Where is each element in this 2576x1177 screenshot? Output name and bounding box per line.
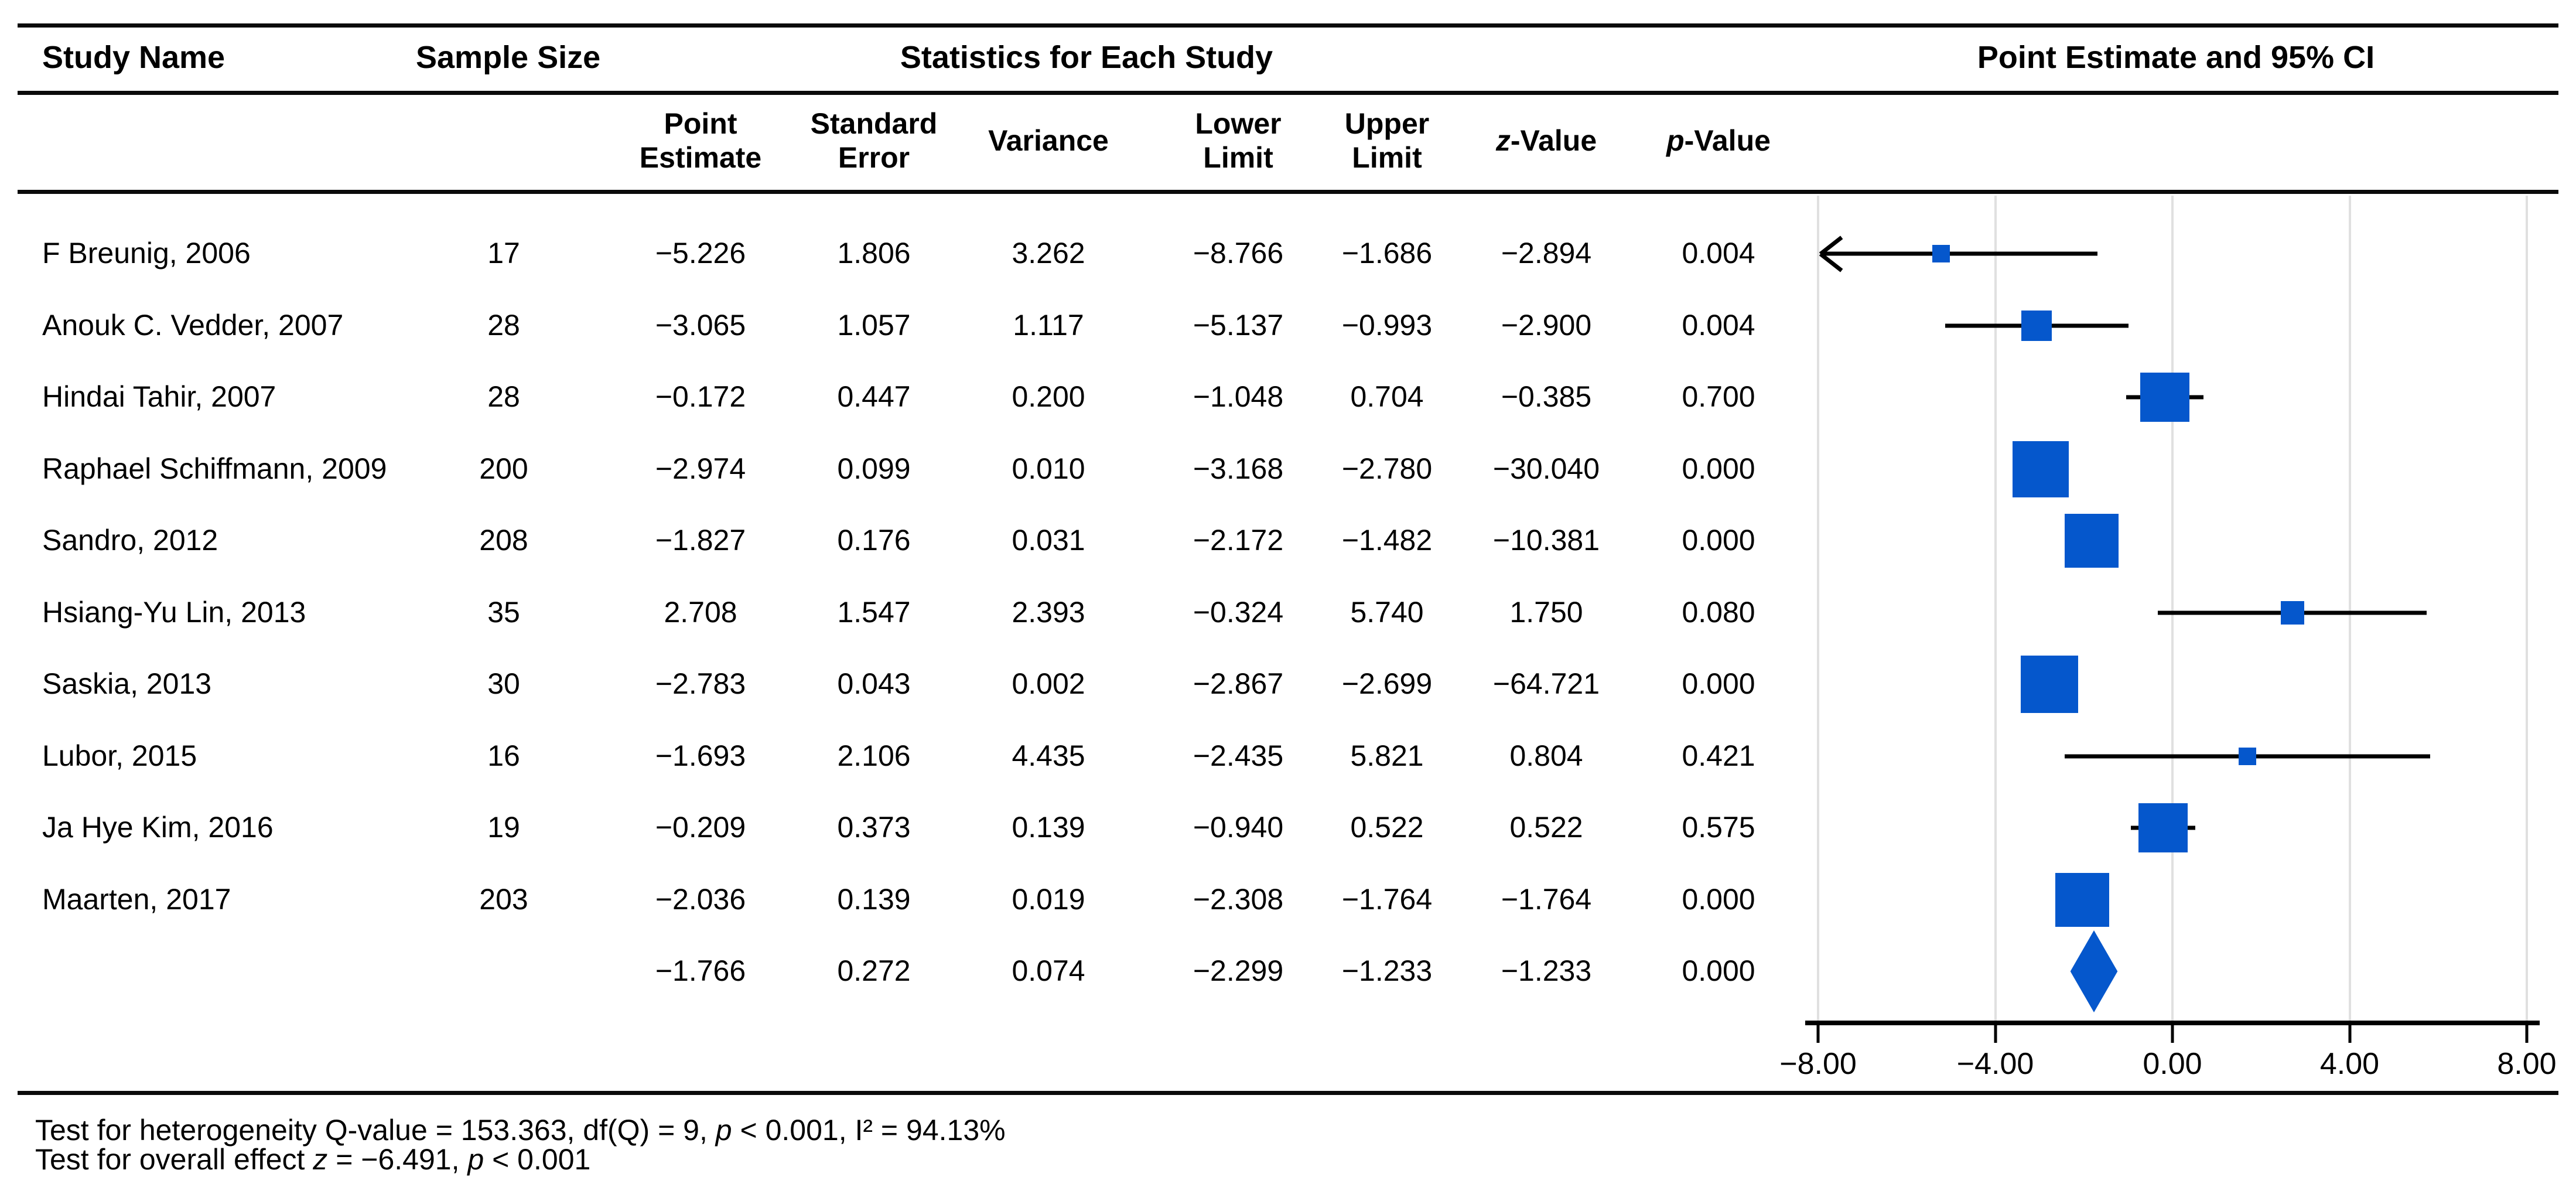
cell-z-value: 0.522	[1509, 811, 1583, 844]
cell-study-name: Anouk C. Vedder, 2007	[42, 308, 344, 342]
cell-standard-error: 0.176	[837, 524, 911, 557]
cell-z-value: −2.900	[1501, 308, 1592, 342]
cell-sample-size: 17	[487, 237, 520, 270]
cell-lower-limit: −2.435	[1193, 739, 1284, 772]
column-header-variance: Variance	[988, 124, 1109, 157]
cell-sample-size: 208	[479, 524, 528, 557]
cell-sample-size: 30	[487, 667, 520, 701]
cell-standard-error: 1.806	[837, 237, 911, 270]
cell-standard-error: 0.272	[837, 954, 911, 988]
point-estimate-marker	[2140, 373, 2189, 422]
cell-variance: 0.010	[1012, 452, 1085, 485]
cell-sample-size: 19	[487, 811, 520, 844]
column-header-upper-limit: Upper Limit	[1344, 107, 1430, 174]
cell-lower-limit: −2.867	[1193, 667, 1284, 701]
x-axis-tick-label: −4.00	[1956, 1047, 2034, 1081]
point-estimate-marker	[2138, 803, 2188, 852]
cell-lower-limit: −5.137	[1193, 308, 1284, 342]
cell-upper-limit: −2.780	[1341, 452, 1433, 485]
cell-standard-error: 0.043	[837, 667, 911, 701]
cell-p-value: 0.000	[1682, 667, 1755, 701]
cell-point-estimate: 2.708	[664, 595, 737, 629]
cell-p-value: 0.000	[1682, 524, 1755, 557]
cell-lower-limit: −3.168	[1193, 452, 1284, 485]
point-estimate-marker	[1932, 245, 1950, 262]
column-header-z-value: z-Value	[1495, 124, 1597, 157]
gridline	[2526, 196, 2528, 1023]
cell-point-estimate: −2.783	[655, 667, 746, 701]
cell-z-value: 1.750	[1509, 595, 1583, 629]
x-axis-tick	[2171, 1025, 2174, 1043]
x-axis-tick-label: 8.00	[2497, 1047, 2557, 1081]
cell-point-estimate: −1.766	[655, 954, 746, 988]
point-estimate-marker	[2013, 441, 2069, 497]
point-estimate-marker	[2055, 873, 2109, 927]
gridline	[1994, 196, 1997, 1023]
forest-plot-panel	[1779, 196, 2557, 1081]
cell-p-value: 0.700	[1682, 380, 1755, 414]
cell-study-name: Hindai Tahir, 2007	[42, 380, 276, 414]
x-axis-tick	[1817, 1025, 1820, 1043]
cell-z-value: −30.040	[1492, 452, 1600, 485]
cell-lower-limit: −2.172	[1193, 524, 1284, 557]
point-estimate-marker	[2281, 601, 2304, 625]
gridline	[2349, 196, 2351, 1023]
cell-upper-limit: 0.522	[1350, 811, 1424, 844]
ci-whisker	[1822, 252, 2097, 256]
x-axis-tick	[1994, 1025, 1997, 1043]
table-row	[0, 935, 1818, 1007]
cell-lower-limit: −1.048	[1193, 380, 1284, 414]
cell-standard-error: 0.139	[837, 882, 911, 916]
table-row	[0, 864, 1818, 936]
table-row	[0, 576, 1818, 649]
cell-standard-error: 0.373	[837, 811, 911, 844]
table-row	[0, 433, 1818, 505]
table-row	[0, 217, 1818, 289]
cell-sample-size: 200	[479, 452, 528, 485]
x-axis-tick	[2526, 1025, 2529, 1043]
cell-standard-error: 0.099	[837, 452, 911, 485]
summary-diamond	[2071, 930, 2118, 1012]
cell-variance: 4.435	[1012, 739, 1085, 772]
x-axis-line	[1805, 1021, 2540, 1025]
cell-p-value: 0.421	[1682, 739, 1755, 772]
cell-variance: 0.139	[1012, 811, 1085, 844]
subheader-divider-rule	[18, 190, 2558, 194]
cell-sample-size: 28	[487, 308, 520, 342]
cell-study-name: Saskia, 2013	[42, 667, 212, 701]
table-row	[0, 648, 1818, 720]
cell-upper-limit: −1.764	[1341, 882, 1433, 916]
point-estimate-marker	[2021, 656, 2078, 713]
cell-standard-error: 1.057	[837, 308, 911, 342]
cell-variance: 0.002	[1012, 667, 1085, 701]
column-header-sample-size: Sample Size	[416, 40, 601, 75]
cell-study-name: Lubor, 2015	[42, 739, 197, 772]
cell-z-value: −64.721	[1492, 667, 1600, 701]
overall-effect-test-note: Test for overall effect z = −6.491, p < 0.001	[35, 1143, 591, 1176]
cell-study-name: Ja Hye Kim, 2016	[42, 811, 274, 844]
table-row	[0, 720, 1818, 792]
cell-point-estimate: −3.065	[655, 308, 746, 342]
cell-p-value: 0.575	[1682, 811, 1755, 844]
cell-p-value: 0.080	[1682, 595, 1755, 629]
cell-study-name: Hsiang-Yu Lin, 2013	[42, 595, 306, 629]
cell-sample-size: 35	[487, 595, 520, 629]
cell-point-estimate: −2.036	[655, 882, 746, 916]
cell-lower-limit: −0.940	[1193, 811, 1284, 844]
cell-upper-limit: −1.686	[1341, 237, 1433, 270]
cell-sample-size: 28	[487, 380, 520, 414]
column-header-point-estimate: Point Estimate	[639, 107, 762, 174]
column-header-p-value: p-Value	[1666, 124, 1771, 157]
cell-variance: 0.019	[1012, 882, 1085, 916]
cell-point-estimate: −2.974	[655, 452, 746, 485]
cell-p-value: 0.000	[1682, 882, 1755, 916]
gridline	[2171, 196, 2174, 1023]
cell-study-name: Raphael Schiffmann, 2009	[42, 452, 387, 485]
cell-upper-limit: 5.740	[1350, 595, 1424, 629]
cell-standard-error: 1.547	[837, 595, 911, 629]
cell-variance: 0.200	[1012, 380, 1085, 414]
cell-lower-limit: −2.299	[1193, 954, 1284, 988]
cell-p-value: 0.000	[1682, 954, 1755, 988]
cell-sample-size: 16	[487, 739, 520, 772]
column-group-header-statistics: Statistics for Each Study	[900, 40, 1273, 75]
cell-study-name: F Breunig, 2006	[42, 237, 251, 270]
statistics-table-body	[0, 217, 1818, 1007]
cell-standard-error: 0.447	[837, 380, 911, 414]
cell-variance: 2.393	[1012, 595, 1085, 629]
cell-standard-error: 2.106	[837, 739, 911, 772]
cell-z-value: −1.764	[1501, 882, 1592, 916]
cell-upper-limit: −0.993	[1341, 308, 1433, 342]
column-group-header-plot: Point Estimate and 95% CI	[1977, 40, 2375, 75]
x-axis-tick-label: 0.00	[2143, 1047, 2202, 1081]
table-row	[0, 792, 1818, 864]
column-header-lower-limit: Lower Limit	[1195, 107, 1282, 174]
cell-upper-limit: −1.233	[1341, 954, 1433, 988]
cell-z-value: 0.804	[1509, 739, 1583, 772]
top-rule	[18, 23, 2558, 28]
point-estimate-marker	[2021, 311, 2052, 341]
cell-variance: 3.262	[1012, 237, 1085, 270]
cell-z-value: −2.894	[1501, 237, 1592, 270]
point-estimate-marker	[2239, 748, 2256, 765]
table-row	[0, 504, 1818, 576]
cell-upper-limit: 5.821	[1350, 739, 1424, 772]
cell-lower-limit: −8.766	[1193, 237, 1284, 270]
x-axis-tick	[2348, 1025, 2351, 1043]
cell-lower-limit: −0.324	[1193, 595, 1284, 629]
bottom-rule	[18, 1091, 2558, 1095]
gridline	[1817, 196, 1819, 1023]
x-axis-tick-label: −8.00	[1779, 1047, 1857, 1081]
cell-p-value: 0.004	[1682, 237, 1755, 270]
cell-variance: 0.031	[1012, 524, 1085, 557]
cell-z-value: −1.233	[1501, 954, 1592, 988]
cell-p-value: 0.004	[1682, 308, 1755, 342]
cell-study-name: Maarten, 2017	[42, 882, 231, 916]
header-divider-rule	[18, 91, 2558, 95]
cell-point-estimate: −5.226	[655, 237, 746, 270]
cell-sample-size: 203	[479, 882, 528, 916]
cell-study-name: Sandro, 2012	[42, 524, 218, 557]
column-header-standard-error: Standard Error	[810, 107, 938, 174]
cell-upper-limit: −1.482	[1341, 524, 1433, 557]
cell-upper-limit: 0.704	[1350, 380, 1424, 414]
cell-variance: 1.117	[1013, 308, 1084, 342]
column-header-study-name: Study Name	[42, 40, 226, 75]
cell-point-estimate: −1.693	[655, 739, 746, 772]
cell-z-value: −10.381	[1492, 524, 1600, 557]
cell-p-value: 0.000	[1682, 452, 1755, 485]
heterogeneity-test-note: Test for heterogeneity Q-value = 153.363, df(Q) = 9, p < 0.001, I² = 94.13%	[35, 1114, 1006, 1147]
cell-point-estimate: −0.209	[655, 811, 746, 844]
cell-point-estimate: −0.172	[655, 380, 746, 414]
cell-point-estimate: −1.827	[655, 524, 746, 557]
cell-lower-limit: −2.308	[1193, 882, 1284, 916]
table-row	[0, 289, 1818, 361]
point-estimate-marker	[2065, 514, 2119, 568]
x-axis-tick-label: 4.00	[2319, 1047, 2380, 1081]
cell-upper-limit: −2.699	[1341, 667, 1433, 701]
cell-z-value: −0.385	[1501, 380, 1592, 414]
table-row	[0, 361, 1818, 433]
cell-variance: 0.074	[1012, 954, 1085, 988]
